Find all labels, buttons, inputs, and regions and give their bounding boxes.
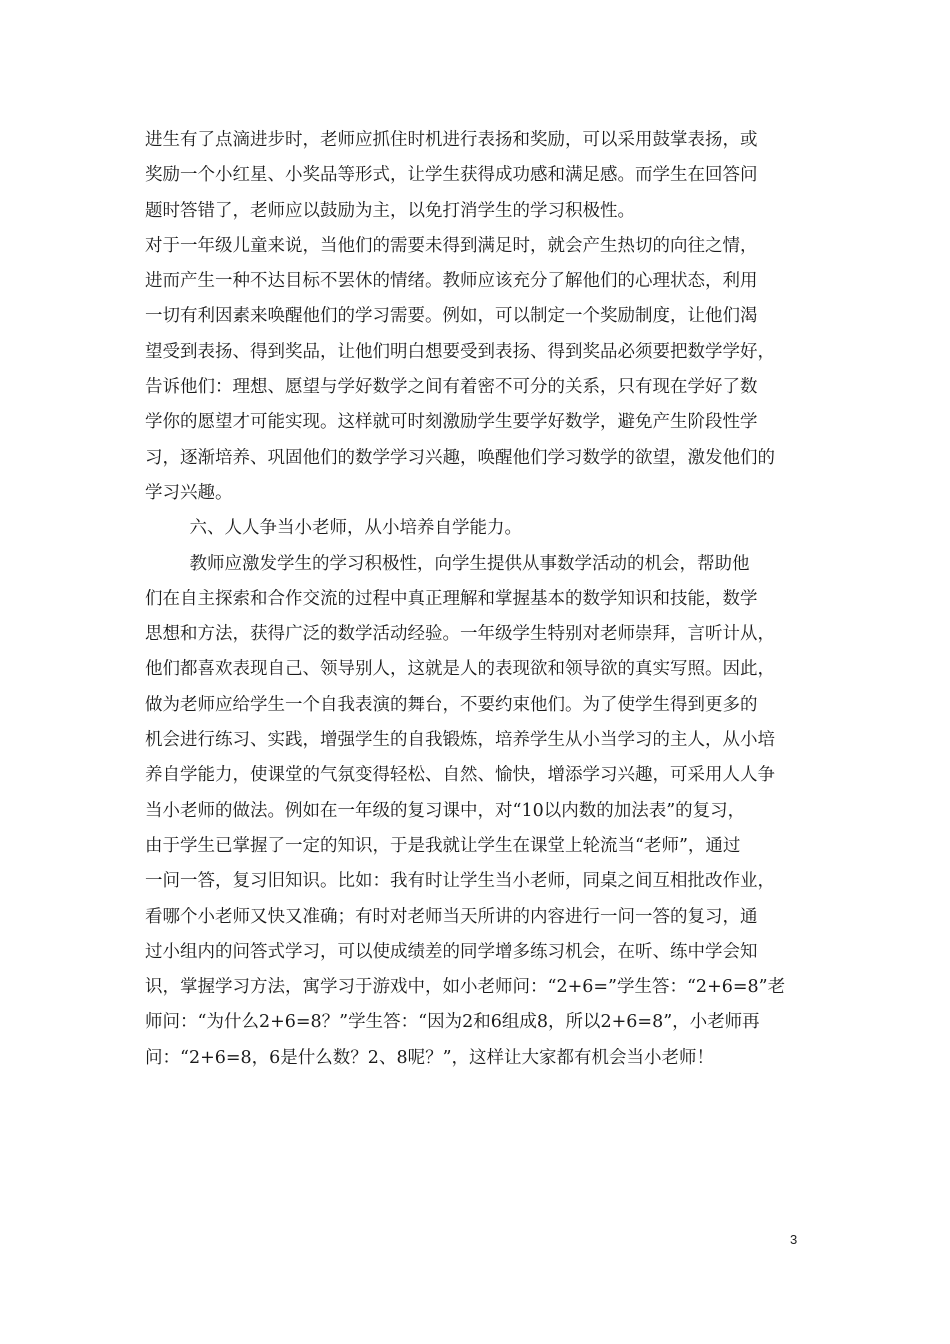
text-line: 养自学能力，使课堂的气氛变得轻松、自然、愉快，增添学习兴趣，可采用人人争 xyxy=(145,765,775,786)
text-line: 对于一年级儿童来说，当他们的需要未得到满足时，就会产生热切的向往之情， xyxy=(145,235,758,256)
text-line: 问：“2+6=8，6是什么数？2、8呢？”，这样让大家都有机会当小老师！ xyxy=(145,1047,715,1068)
text-line: 思想和方法，获得广泛的数学活动经验。一年级学生特别对老师崇拜，言听计从， xyxy=(145,624,775,645)
text-line: 们在自主探索和合作交流的过程中真正理解和掌握基本的数学知识和技能，数学 xyxy=(145,588,758,609)
text-line: 教师应激发学生的学习积极性，向学生提供从事数学活动的机会，帮助他 xyxy=(145,553,750,574)
text-line: 学你的愿望才可能实现。这样就可时刻激励学生要学好数学，避免产生阶段性学 xyxy=(145,412,758,433)
text-line: 望受到表扬、得到奖品，让他们明白想要受到表扬、得到奖品必须要把数学学好， xyxy=(145,341,775,362)
text-line: 由于学生已掌握了一定的知识，于是我就让学生在课堂上轮流当“老师”，通过 xyxy=(145,835,741,856)
text-line: 习，逐渐培养、巩固他们的数学学习兴趣，唤醒他们学习数学的欲望，激发他们的 xyxy=(145,447,775,468)
text-line: 告诉他们：理想、愿望与学好数学之间有着密不可分的关系，只有现在学好了数 xyxy=(145,377,758,398)
text-line: 做为老师应给学生一个自我表演的舞台，不要约束他们。为了使学生得到更多的 xyxy=(145,694,758,715)
text-line: 当小老师的做法。例如在一年级的复习课中，对“10以内数的加法表”的复习， xyxy=(145,800,746,821)
text-line: 识，掌握学习方法，寓学习于游戏中，如小老师问：“2+6=”学生答：“2+6=8”老 xyxy=(145,977,786,998)
text-line: 过小组内的问答式学习，可以使成绩差的同学增多练习机会，在听、练中学会知 xyxy=(145,941,758,962)
body-text xyxy=(145,123,810,1076)
text-line: 学习兴趣。 xyxy=(145,482,233,503)
text-line: 题时答错了，老师应以鼓励为主，以免打消学生的学习积极性。 xyxy=(145,200,635,221)
text-line: 一切有利因素来唤醒他们的学习需要。例如，可以制定一个奖励制度，让他们渴 xyxy=(145,306,758,327)
text-line: 一问一答，复习旧知识。比如：我有时让学生当小老师，同桌之间互相批改作业， xyxy=(145,871,775,892)
text-line: 机会进行练习、实践，增强学生的自我锻炼，培养学生从小当学习的主人，从小培 xyxy=(145,730,775,751)
text-line: 他们都喜欢表现自己、领导别人，这就是人的表现欲和领导欲的真实写照。因此， xyxy=(145,659,775,680)
text-line: 师问：“为什么2+6=8？”学生答：“因为2和6组成8，所以2+6=8”，小老师再 xyxy=(145,1012,760,1033)
text-line: 奖励一个小红星、小奖品等形式，让学生获得成功感和满足感。而学生在回答问 xyxy=(145,165,758,186)
text-line: 进而产生一种不达目标不罢休的情绪。教师应该充分了解他们的心理状态，利用 xyxy=(145,271,758,292)
text-line: 进生有了点滴进步时，老师应抓住时机进行表扬和奖励，可以采用鼓掌表扬，或 xyxy=(145,130,758,150)
text-line: 看哪个小老师又快又准确；有时对老师当天所讲的内容进行一问一答的复习，通 xyxy=(145,906,758,927)
page-number: 3 xyxy=(790,1232,798,1247)
section-heading: 六、人人争当小老师，从小培养自学能力。 xyxy=(145,518,523,539)
